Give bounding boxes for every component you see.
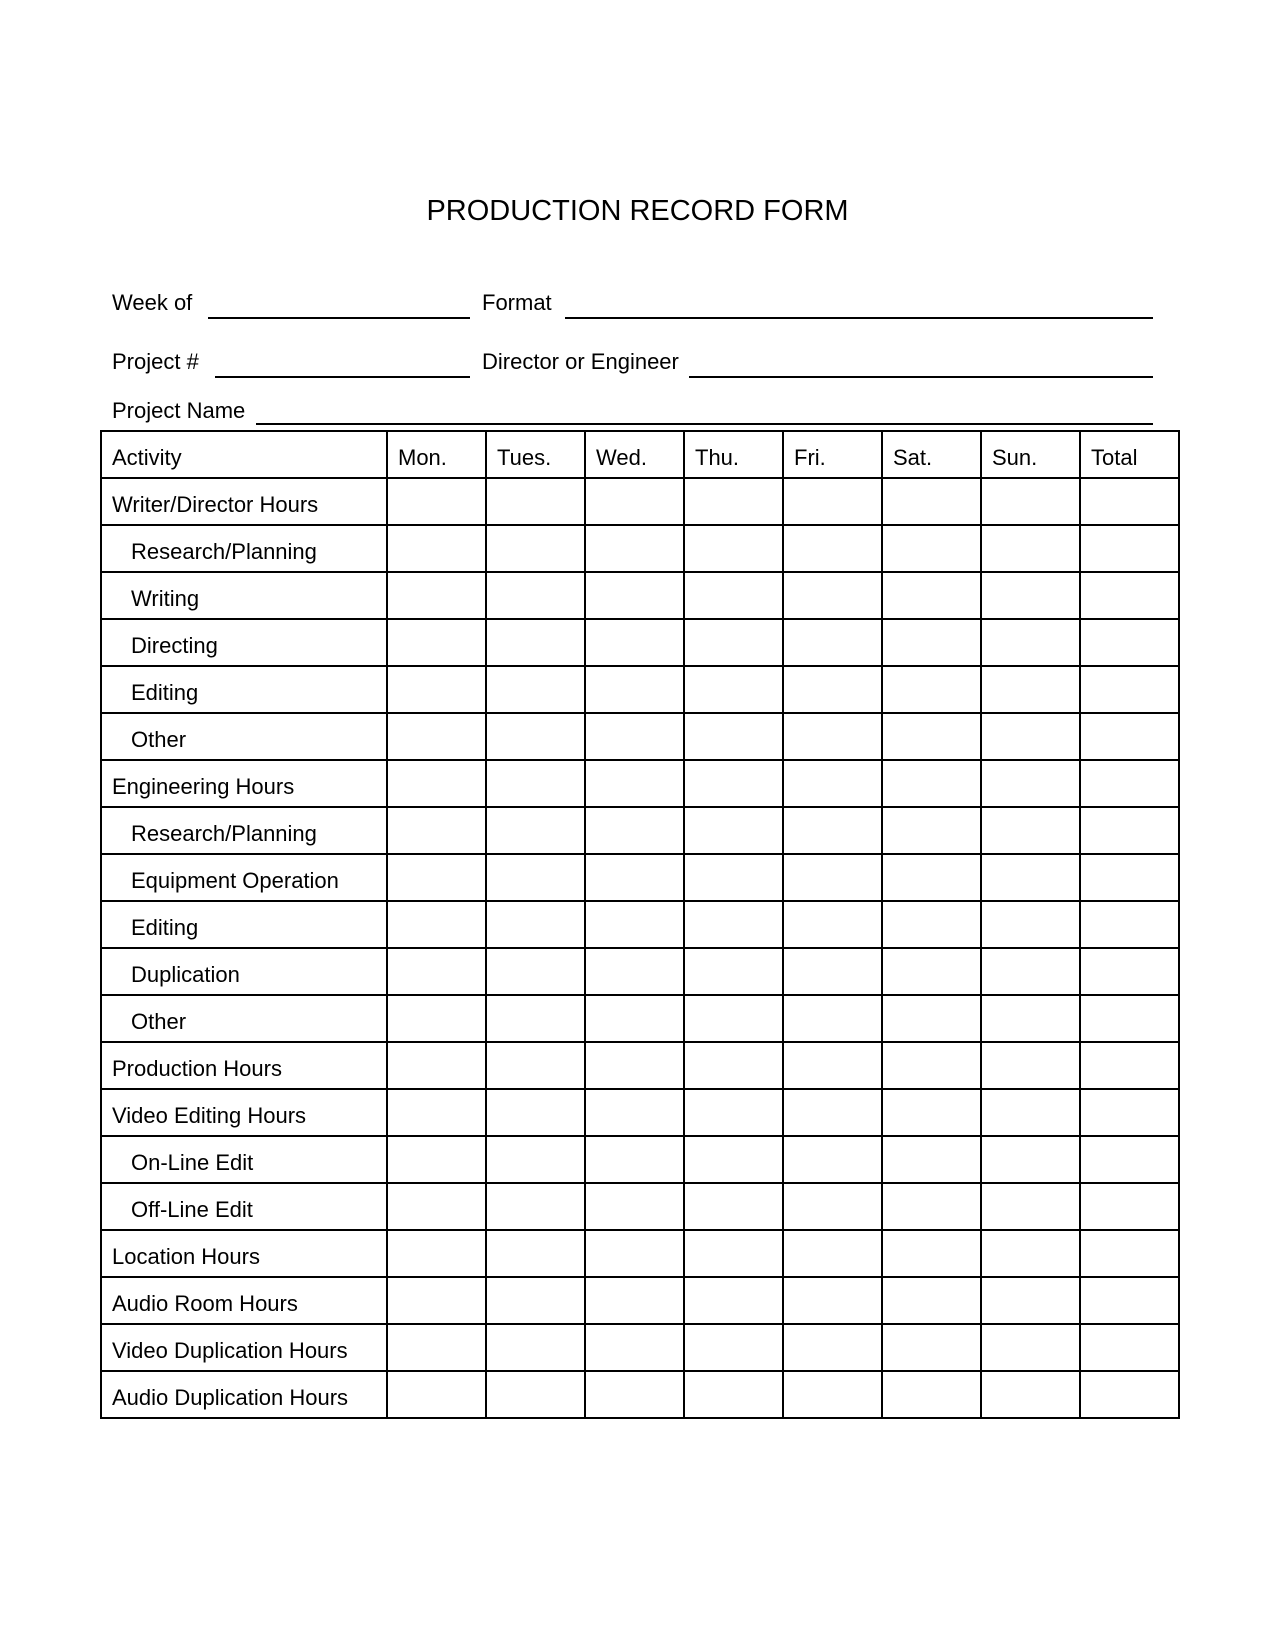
hours-cell-mon[interactable] [387, 854, 486, 901]
hours-cell-wed[interactable] [585, 478, 684, 525]
hours-cell-tues[interactable] [486, 1371, 585, 1418]
activity-label: Production Hours [101, 1042, 387, 1089]
hours-cell-sun[interactable] [981, 1371, 1080, 1418]
hours-cell-fri[interactable] [783, 901, 882, 948]
activity-label: Equipment Operation [101, 854, 387, 901]
hours-cell-mon[interactable] [387, 666, 486, 713]
hours-cell-total[interactable] [1080, 1371, 1179, 1418]
hours-cell-mon[interactable] [387, 1136, 486, 1183]
hours-cell-total[interactable] [1080, 619, 1179, 666]
hours-cell-tues[interactable] [486, 1136, 585, 1183]
table-row [101, 1230, 1179, 1277]
hours-cell-tues[interactable] [486, 807, 585, 854]
hours-cell-tues[interactable] [486, 1230, 585, 1277]
hours-cell-sat[interactable] [882, 807, 981, 854]
activity-label: Other [101, 995, 387, 1042]
hours-cell-wed[interactable] [585, 1324, 684, 1371]
table-row [101, 948, 1179, 995]
hours-cell-total[interactable] [1080, 1230, 1179, 1277]
column-header-tues: Tues. [486, 431, 585, 478]
hours-cell-sun[interactable] [981, 1183, 1080, 1230]
form-title: PRODUCTION RECORD FORM [426, 195, 849, 227]
activity-label: Video Editing Hours [101, 1089, 387, 1136]
hours-cell-thu[interactable] [684, 1230, 783, 1277]
table-row [101, 619, 1179, 666]
hours-cell-thu[interactable] [684, 995, 783, 1042]
hours-cell-wed[interactable] [585, 901, 684, 948]
hours-cell-total[interactable] [1080, 1324, 1179, 1371]
activity-label: Research/Planning [101, 525, 387, 572]
activity-label: Editing [101, 901, 387, 948]
hours-cell-sun[interactable] [981, 572, 1080, 619]
hours-cell-total[interactable] [1080, 854, 1179, 901]
hours-cell-sat[interactable] [882, 854, 981, 901]
hours-cell-total[interactable] [1080, 901, 1179, 948]
hours-cell-wed[interactable] [585, 619, 684, 666]
hours-cell-thu[interactable] [684, 1324, 783, 1371]
hours-cell-tues[interactable] [486, 995, 585, 1042]
hours-cell-sun[interactable] [981, 525, 1080, 572]
hours-cell-wed[interactable] [585, 760, 684, 807]
table-row [101, 995, 1179, 1042]
project-name-label: Project Name [112, 398, 246, 423]
hours-cell-sat[interactable] [882, 1371, 981, 1418]
hours-cell-tues[interactable] [486, 901, 585, 948]
hours-cell-tues[interactable] [486, 478, 585, 525]
table-row [101, 1324, 1179, 1371]
table-row [101, 1136, 1179, 1183]
hours-cell-tues[interactable] [486, 525, 585, 572]
hours-cell-thu[interactable] [684, 713, 783, 760]
project-number-label: Project # [112, 349, 199, 374]
column-header-wed: Wed. [585, 431, 684, 478]
hours-cell-sat[interactable] [882, 901, 981, 948]
hours-cell-wed[interactable] [585, 572, 684, 619]
hours-cell-mon[interactable] [387, 572, 486, 619]
hours-cell-sun[interactable] [981, 760, 1080, 807]
hours-cell-fri[interactable] [783, 713, 882, 760]
hours-cell-sat[interactable] [882, 666, 981, 713]
table-row [101, 901, 1179, 948]
hours-cell-sat[interactable] [882, 1277, 981, 1324]
hours-cell-sat[interactable] [882, 525, 981, 572]
format-field[interactable] [565, 317, 1153, 319]
hours-cell-thu[interactable] [684, 948, 783, 995]
hours-cell-sat[interactable] [882, 572, 981, 619]
hours-cell-sat[interactable] [882, 478, 981, 525]
hours-cell-mon[interactable] [387, 1324, 486, 1371]
hours-cell-thu[interactable] [684, 1183, 783, 1230]
hours-cell-wed[interactable] [585, 1183, 684, 1230]
hours-cell-fri[interactable] [783, 948, 882, 995]
hours-cell-sun[interactable] [981, 901, 1080, 948]
hours-cell-wed[interactable] [585, 948, 684, 995]
hours-cell-thu[interactable] [684, 572, 783, 619]
activity-label: Location Hours [101, 1230, 387, 1277]
hours-cell-sun[interactable] [981, 1089, 1080, 1136]
hours-cell-fri[interactable] [783, 807, 882, 854]
hours-cell-sun[interactable] [981, 854, 1080, 901]
activity-label: Editing [101, 666, 387, 713]
hours-cell-mon[interactable] [387, 760, 486, 807]
hours-cell-thu[interactable] [684, 525, 783, 572]
production-record-table [100, 430, 1180, 1419]
hours-cell-sat[interactable] [882, 1324, 981, 1371]
hours-cell-wed[interactable] [585, 525, 684, 572]
hours-cell-wed[interactable] [585, 1089, 684, 1136]
hours-cell-total[interactable] [1080, 713, 1179, 760]
hours-cell-sat[interactable] [882, 1183, 981, 1230]
activity-label: Other [101, 713, 387, 760]
hours-cell-sat[interactable] [882, 1089, 981, 1136]
column-header-sun: Sun. [981, 431, 1080, 478]
table-row [101, 760, 1179, 807]
hours-cell-mon[interactable] [387, 713, 486, 760]
project-name-field[interactable] [256, 423, 1153, 425]
hours-cell-sat[interactable] [882, 995, 981, 1042]
activity-label: Audio Room Hours [101, 1277, 387, 1324]
activity-label: Writing [101, 572, 387, 619]
hours-cell-total[interactable] [1080, 525, 1179, 572]
hours-cell-total[interactable] [1080, 995, 1179, 1042]
activity-label: On-Line Edit [101, 1136, 387, 1183]
hours-cell-tues[interactable] [486, 948, 585, 995]
hours-cell-wed[interactable] [585, 995, 684, 1042]
hours-cell-tues[interactable] [486, 1277, 585, 1324]
hours-cell-total[interactable] [1080, 572, 1179, 619]
hours-cell-fri[interactable] [783, 572, 882, 619]
hours-cell-tues[interactable] [486, 1324, 585, 1371]
hours-cell-wed[interactable] [585, 1230, 684, 1277]
hours-cell-fri[interactable] [783, 1089, 882, 1136]
hours-cell-sun[interactable] [981, 713, 1080, 760]
hours-cell-tues[interactable] [486, 619, 585, 666]
hours-cell-mon[interactable] [387, 995, 486, 1042]
hours-cell-total[interactable] [1080, 1183, 1179, 1230]
hours-cell-wed[interactable] [585, 807, 684, 854]
hours-cell-mon[interactable] [387, 1277, 486, 1324]
table-row [101, 1042, 1179, 1089]
hours-cell-total[interactable] [1080, 1136, 1179, 1183]
hours-cell-total[interactable] [1080, 948, 1179, 995]
table-row [101, 572, 1179, 619]
hours-cell-sat[interactable] [882, 1042, 981, 1089]
hours-cell-sun[interactable] [981, 666, 1080, 713]
hours-cell-thu[interactable] [684, 1371, 783, 1418]
hours-cell-tues[interactable] [486, 666, 585, 713]
activity-label: Video Duplication Hours [101, 1324, 387, 1371]
format-label: Format [482, 290, 552, 315]
hours-cell-fri[interactable] [783, 854, 882, 901]
hours-cell-sat[interactable] [882, 619, 981, 666]
hours-cell-thu[interactable] [684, 1089, 783, 1136]
hours-cell-sun[interactable] [981, 1042, 1080, 1089]
column-header-thu: Thu. [684, 431, 783, 478]
hours-cell-fri[interactable] [783, 525, 882, 572]
hours-cell-thu[interactable] [684, 1136, 783, 1183]
hours-cell-tues[interactable] [486, 1042, 585, 1089]
hours-cell-thu[interactable] [684, 1277, 783, 1324]
hours-cell-fri[interactable] [783, 1136, 882, 1183]
column-header-mon: Mon. [387, 431, 486, 478]
hours-cell-wed[interactable] [585, 1042, 684, 1089]
hours-cell-sun[interactable] [981, 478, 1080, 525]
activity-label: Audio Duplication Hours [101, 1371, 387, 1418]
activity-label: Engineering Hours [101, 760, 387, 807]
hours-cell-mon[interactable] [387, 1042, 486, 1089]
hours-cell-fri[interactable] [783, 1230, 882, 1277]
activity-label: Directing [101, 619, 387, 666]
hours-cell-sun[interactable] [981, 807, 1080, 854]
column-header-activity: Activity [101, 431, 387, 478]
hours-cell-wed[interactable] [585, 854, 684, 901]
hours-cell-total[interactable] [1080, 1089, 1179, 1136]
column-header-sat: Sat. [882, 431, 981, 478]
hours-cell-fri[interactable] [783, 1324, 882, 1371]
project-number-field[interactable] [215, 376, 470, 378]
hours-cell-mon[interactable] [387, 901, 486, 948]
hours-cell-wed[interactable] [585, 666, 684, 713]
hours-cell-mon[interactable] [387, 1371, 486, 1418]
hours-cell-thu[interactable] [684, 1042, 783, 1089]
hours-cell-mon[interactable] [387, 478, 486, 525]
activity-label: Writer/Director Hours [101, 478, 387, 525]
hours-cell-thu[interactable] [684, 478, 783, 525]
hours-cell-sun[interactable] [981, 948, 1080, 995]
hours-cell-wed[interactable] [585, 713, 684, 760]
table-row [101, 525, 1179, 572]
hours-cell-fri[interactable] [783, 619, 882, 666]
table-row [101, 1089, 1179, 1136]
hours-cell-sat[interactable] [882, 713, 981, 760]
hours-cell-mon[interactable] [387, 807, 486, 854]
hours-cell-fri[interactable] [783, 478, 882, 525]
hours-cell-total[interactable] [1080, 807, 1179, 854]
hours-cell-sun[interactable] [981, 619, 1080, 666]
hours-cell-fri[interactable] [783, 666, 882, 713]
hours-cell-mon[interactable] [387, 619, 486, 666]
hours-cell-sat[interactable] [882, 1230, 981, 1277]
hours-cell-total[interactable] [1080, 478, 1179, 525]
hours-cell-thu[interactable] [684, 666, 783, 713]
hours-cell-total[interactable] [1080, 666, 1179, 713]
hours-cell-thu[interactable] [684, 901, 783, 948]
hours-cell-fri[interactable] [783, 760, 882, 807]
hours-cell-total[interactable] [1080, 1277, 1179, 1324]
hours-cell-wed[interactable] [585, 1277, 684, 1324]
hours-cell-tues[interactable] [486, 572, 585, 619]
hours-cell-fri[interactable] [783, 1183, 882, 1230]
hours-cell-fri[interactable] [783, 1042, 882, 1089]
table-row [101, 1371, 1179, 1418]
hours-cell-wed[interactable] [585, 1136, 684, 1183]
hours-cell-mon[interactable] [387, 1183, 486, 1230]
hours-cell-tues[interactable] [486, 760, 585, 807]
table-row [101, 478, 1179, 525]
hours-cell-total[interactable] [1080, 760, 1179, 807]
table-row [101, 1277, 1179, 1324]
hours-cell-sun[interactable] [981, 1230, 1080, 1277]
activity-label: Duplication [101, 948, 387, 995]
hours-cell-sat[interactable] [882, 760, 981, 807]
week-of-label: Week of [112, 290, 193, 315]
week-of-field[interactable] [208, 317, 470, 319]
hours-cell-thu[interactable] [684, 760, 783, 807]
hours-cell-tues[interactable] [486, 1089, 585, 1136]
hours-cell-sat[interactable] [882, 1136, 981, 1183]
hours-cell-fri[interactable] [783, 1277, 882, 1324]
hours-cell-tues[interactable] [486, 713, 585, 760]
table-row [101, 713, 1179, 760]
hours-cell-thu[interactable] [684, 854, 783, 901]
column-header-fri: Fri. [783, 431, 882, 478]
hours-cell-thu[interactable] [684, 807, 783, 854]
activity-label: Research/Planning [101, 807, 387, 854]
table-row [101, 854, 1179, 901]
table-row [101, 666, 1179, 713]
column-header-total: Total [1080, 431, 1179, 478]
hours-cell-sun[interactable] [981, 995, 1080, 1042]
table-row [101, 1183, 1179, 1230]
director-or-engineer-field[interactable] [689, 376, 1153, 378]
hours-cell-wed[interactable] [585, 1371, 684, 1418]
table-header-row [101, 431, 1179, 478]
hours-cell-mon[interactable] [387, 948, 486, 995]
hours-cell-mon[interactable] [387, 525, 486, 572]
hours-cell-total[interactable] [1080, 1042, 1179, 1089]
hours-cell-thu[interactable] [684, 619, 783, 666]
hours-cell-fri[interactable] [783, 1371, 882, 1418]
activity-label: Off-Line Edit [101, 1183, 387, 1230]
hours-cell-sat[interactable] [882, 948, 981, 995]
hours-cell-sun[interactable] [981, 1136, 1080, 1183]
hours-cell-mon[interactable] [387, 1230, 486, 1277]
hours-cell-mon[interactable] [387, 1089, 486, 1136]
hours-cell-sun[interactable] [981, 1277, 1080, 1324]
hours-cell-fri[interactable] [783, 995, 882, 1042]
hours-cell-tues[interactable] [486, 854, 585, 901]
hours-cell-sun[interactable] [981, 1324, 1080, 1371]
table-row [101, 807, 1179, 854]
hours-cell-tues[interactable] [486, 1183, 585, 1230]
director-or-engineer-label: Director or Engineer [482, 349, 679, 374]
